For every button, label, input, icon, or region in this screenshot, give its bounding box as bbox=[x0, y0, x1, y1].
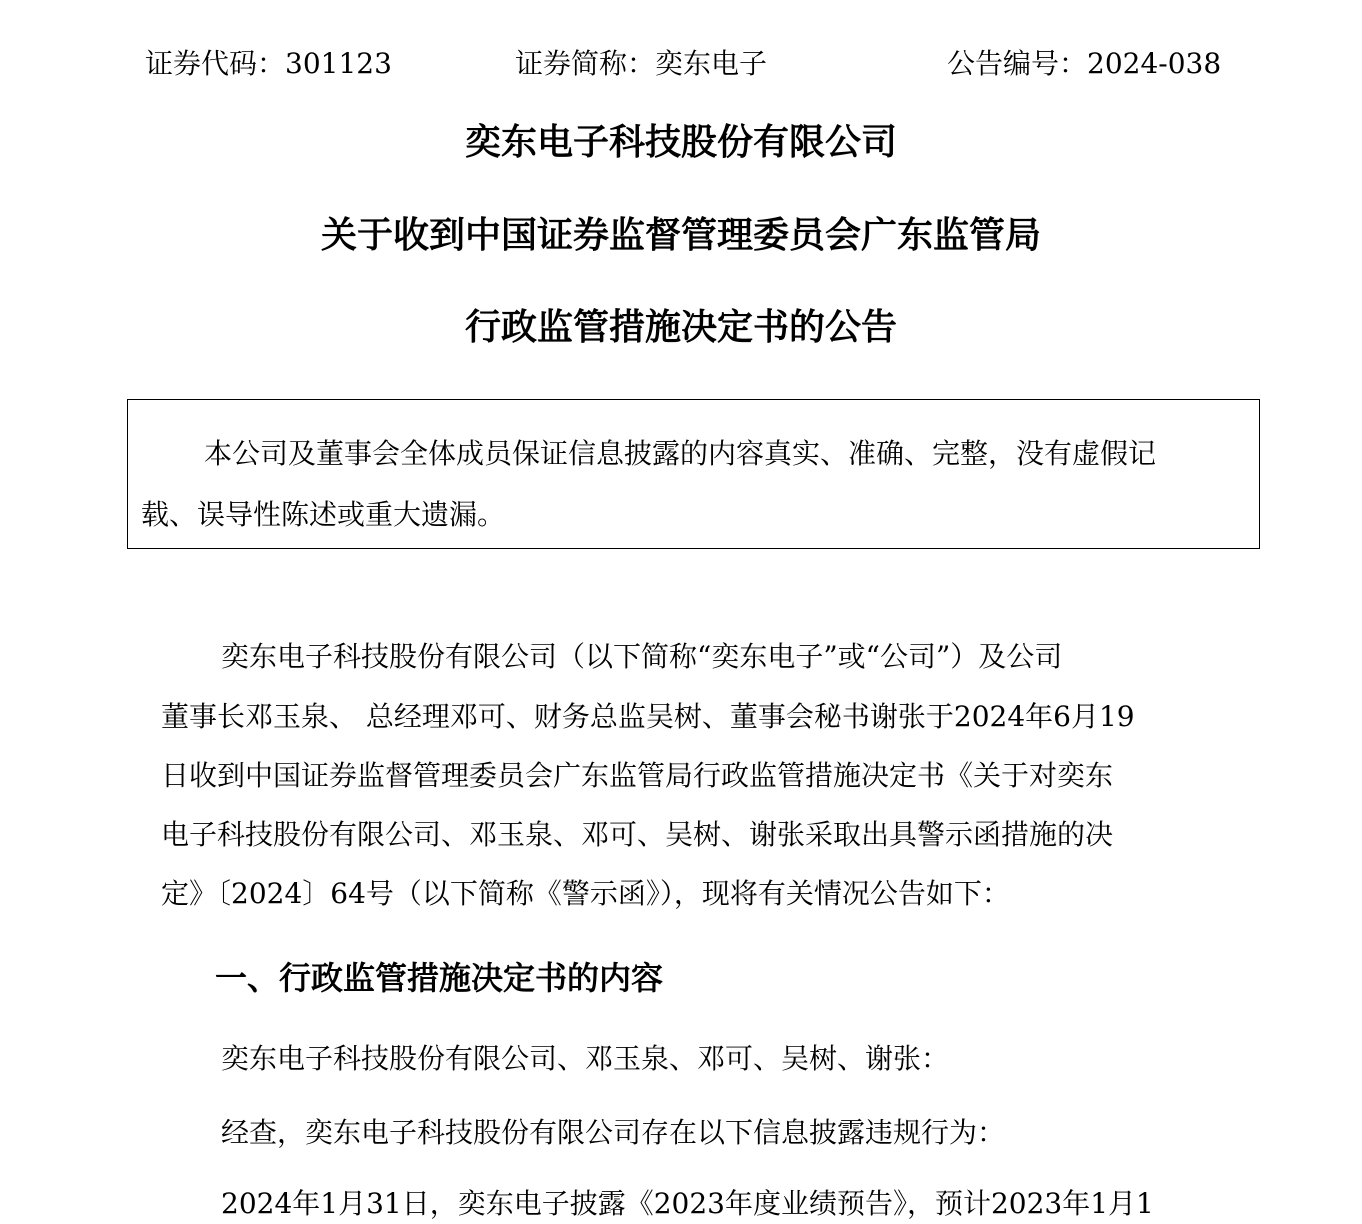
paragraph-line: 电子科技股份有限公司、邓玉泉、邓可、吴树、谢张采取出具警示函措施的决 bbox=[161, 818, 1114, 851]
document-header bbox=[0, 44, 1362, 84]
disclosure-statement-line1: 本公司及董事会全体成员保证信息披露的内容真实、准确、完整，没有虚假记 bbox=[204, 437, 1157, 470]
paragraph-line: 奕东电子科技股份有限公司、邓玉泉、邓可、吴树、谢张： bbox=[221, 1042, 950, 1075]
paragraph-line: 日收到中国证券监督管理委员会广东监管局行政监管措施决定书《关于对奕东 bbox=[161, 759, 1114, 792]
disclosure-statement-box bbox=[127, 399, 1260, 549]
paragraph-line: 奕东电子科技股份有限公司（以下简称“奕东电子”或“公司”）及公司 bbox=[221, 640, 1063, 673]
stock-name: 证券简称：奕东电子 bbox=[515, 47, 768, 80]
paragraph-line: 董事长邓玉泉、 总经理邓可、财务总监吴树、董事会秘书谢张于2024年6月19 bbox=[161, 700, 1135, 733]
disclosure-statement-line2: 载、误导性陈述或重大遗漏。 bbox=[141, 498, 506, 531]
paragraph-line: 2024年1月31日，奕东电子披露《2023年度业绩预告》，预计2023年1月1 bbox=[221, 1187, 1154, 1220]
announcement-number: 公告编号：2024-038 bbox=[947, 47, 1222, 80]
announcement-title-line1: 关于收到中国证券监督管理委员会广东监管局 bbox=[320, 215, 1041, 256]
paragraph-line: 定》〔2024〕64号（以下简称《警示函》），现将有关情况公告如下： bbox=[161, 877, 1010, 910]
paragraph-line: 经查，奕东电子科技股份有限公司存在以下信息披露违规行为： bbox=[221, 1116, 1006, 1149]
announcement-title-line2: 行政监管措施决定书的公告 bbox=[464, 307, 897, 348]
company-title: 奕东电子科技股份有限公司 bbox=[464, 122, 897, 163]
section-heading: 一、行政监管措施决定书的内容 bbox=[215, 959, 664, 997]
stock-code: 证券代码：301123 bbox=[145, 47, 392, 80]
